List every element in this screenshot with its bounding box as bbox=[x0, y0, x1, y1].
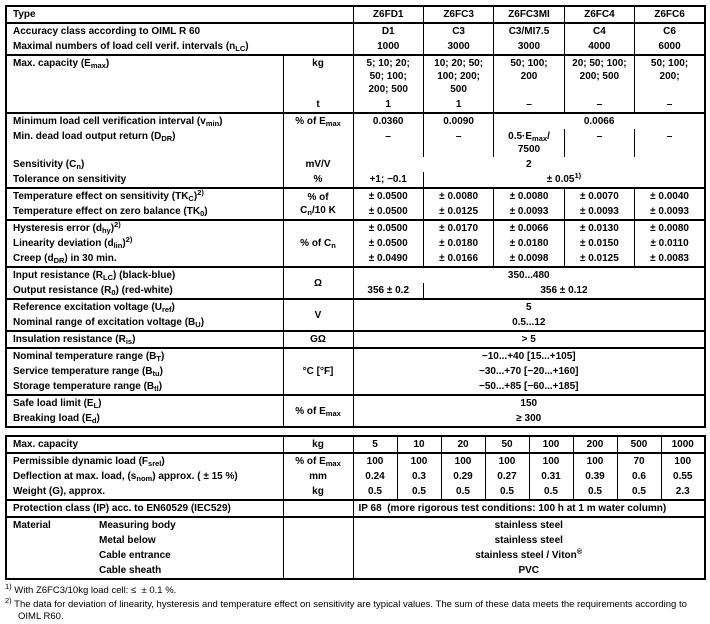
column-header: 200 bbox=[573, 436, 617, 453]
value-cell: 20; 50; 100; 200; 500 bbox=[564, 55, 634, 97]
row-label: Permissible dynamic load $(F_{srel})$ bbox=[6, 453, 283, 469]
material-row-label: Cable sheath bbox=[6, 563, 283, 579]
row-label: Output resistance $(R_0)$ (red-white) bbox=[6, 283, 283, 299]
table-row bbox=[6, 55, 705, 97]
value-cell: ± 0.0080 bbox=[494, 188, 564, 204]
table-row bbox=[6, 331, 705, 348]
column-header: Z6FC3MI bbox=[494, 6, 564, 23]
value-cell: ± 0.0490 bbox=[353, 251, 423, 267]
value-cell: 100 bbox=[529, 453, 573, 469]
value-cell: 100 bbox=[353, 453, 397, 469]
value-cell: 100 bbox=[397, 453, 441, 469]
row-label: Minimum load cell verification interval $(v_{min})$ bbox=[6, 113, 283, 129]
value-cell: ± 0.0110 bbox=[650, 238, 689, 249]
value-cell: > 5 bbox=[353, 331, 705, 348]
column-header: 20 bbox=[441, 436, 485, 453]
value-cell: 356 ± 0.12 bbox=[540, 285, 588, 296]
value-cell: 3000 bbox=[494, 39, 564, 55]
value-cell: ± 0.0093 bbox=[564, 204, 634, 220]
unit-cell: mm bbox=[283, 469, 353, 484]
value-cell: IP 68 (more rigorous test conditions: 100 h at 1 m water column) bbox=[353, 500, 705, 517]
column-header: Z6FC4 bbox=[564, 6, 634, 23]
row-label: Min. dead load output return $(D_{DR})$ bbox=[6, 129, 283, 157]
row-label: Linearity deviation $(d_{lin})^{2)}$ bbox=[6, 236, 283, 251]
value-cell: C6 bbox=[635, 23, 705, 39]
row-label: Temperature effect on zero balance $(TK_0)$ bbox=[6, 204, 283, 220]
value-cell: ± 0.0500 bbox=[353, 204, 423, 220]
table-row bbox=[6, 6, 705, 23]
footnote-2: $^{2)}$ The data for deviation of linearity, hysteresis and temperature effect on sensitivity are typical values. The sum of these data meets the requirements according to OIML R60. bbox=[5, 595, 687, 622]
capacity-spec-table bbox=[5, 435, 706, 580]
value-cell: 0.5 bbox=[441, 484, 485, 500]
value-cell: PVC bbox=[518, 565, 540, 576]
value-cell: 0.6 bbox=[617, 469, 661, 484]
value-cell: ≥ 300 bbox=[516, 413, 542, 424]
value-cell: – bbox=[666, 131, 673, 142]
unit-cell bbox=[283, 517, 353, 533]
row-label: Breaking load $(E_d)$ bbox=[6, 411, 283, 427]
row-label: Maximal numbers of load cell verif. intervals $(n_{LC})$ bbox=[6, 39, 353, 55]
row-label: Safe load limit $(E_L)$ bbox=[6, 395, 283, 411]
value-cell: – bbox=[666, 99, 673, 110]
value-cell: 5 bbox=[353, 299, 705, 315]
value-cell: ± $0.05^{1)}$ bbox=[546, 171, 582, 185]
unit-cell: Ω bbox=[283, 267, 353, 299]
value-cell: 70 bbox=[617, 453, 661, 469]
value-cell: ± 0.0125 bbox=[423, 204, 493, 220]
value-cell: 0.55 bbox=[673, 471, 693, 482]
value-cell: 1000 bbox=[353, 39, 423, 55]
unit-cell: °C [°F] bbox=[283, 348, 353, 395]
table-row bbox=[6, 267, 705, 283]
table-row bbox=[6, 364, 705, 379]
value-cell: $0.5\cdot E_{max}/$ 7500 bbox=[494, 129, 564, 157]
value-cell: 50; 100; 200; bbox=[635, 55, 705, 97]
table-row bbox=[6, 436, 705, 453]
value-cell: – bbox=[423, 129, 493, 157]
row-label: Input resistance $(R_{LC})$ (black-blue) bbox=[6, 267, 283, 283]
row-label: Insulation resistance $(R_{is})$ bbox=[6, 331, 283, 348]
column-header: 500 bbox=[617, 436, 661, 453]
table-row bbox=[6, 283, 705, 299]
unit-cell: % of $C_n$ bbox=[283, 220, 353, 267]
value-cell: 0.5 bbox=[573, 484, 617, 500]
unit-cell: V bbox=[283, 299, 353, 331]
table-row bbox=[6, 251, 705, 267]
value-cell: 100 bbox=[441, 453, 485, 469]
table-row bbox=[6, 548, 705, 563]
table-row bbox=[6, 204, 705, 220]
value-cell: 1 bbox=[423, 97, 493, 113]
value-cell: 0.29 bbox=[441, 469, 485, 484]
value-cell: 0.3 bbox=[397, 469, 441, 484]
column-header: 50 bbox=[485, 436, 529, 453]
table-row bbox=[6, 563, 705, 579]
value-cell: 0.31 bbox=[529, 469, 573, 484]
value-cell: 0.5 bbox=[485, 484, 529, 500]
table-row bbox=[6, 220, 705, 236]
row-label: Protection class (IP) acc. to EN60529 (IEC529) bbox=[6, 500, 283, 517]
table-row bbox=[6, 39, 705, 55]
value-cell: C3/MI7.5 bbox=[494, 23, 564, 39]
table-row bbox=[6, 411, 705, 427]
value-cell: −50...+85 [−60...+185] bbox=[478, 381, 579, 392]
row-label: Hysteresis error $(d_{hy})^{2)}$ bbox=[6, 220, 283, 236]
value-cell: ± 0.0166 bbox=[423, 251, 493, 267]
table-row bbox=[6, 236, 705, 251]
row-label: Sensitivity $(C_n)$ bbox=[6, 157, 283, 172]
unit-cell: % of $E_{max}$ bbox=[283, 453, 353, 469]
row-label: Temperature effect on sensitivity $(TK_C)^{2)}$ bbox=[6, 188, 283, 204]
value-cell: 100 bbox=[485, 453, 529, 469]
table-row bbox=[6, 188, 705, 204]
value-cell: C4 bbox=[564, 23, 634, 39]
unit-cell bbox=[283, 500, 353, 517]
column-header: Z6FC6 bbox=[654, 9, 685, 20]
value-cell: 1 bbox=[353, 97, 423, 113]
value-cell: ± 0.0500 bbox=[353, 188, 423, 204]
table-row bbox=[6, 348, 705, 364]
value-cell: ± 0.0180 bbox=[494, 236, 564, 251]
material-row-label: Metal below bbox=[6, 533, 283, 548]
table-row bbox=[6, 315, 705, 331]
table-row bbox=[6, 484, 705, 500]
value-cell: 3000 bbox=[423, 39, 493, 55]
table-row bbox=[6, 469, 705, 484]
row-label: Reference excitation voltage $(U_{ref})$ bbox=[6, 299, 283, 315]
value-cell: C3 bbox=[423, 23, 493, 39]
value-cell: ± 0.0083 bbox=[650, 253, 689, 264]
value-cell: 0.5 bbox=[397, 484, 441, 500]
unit-cell: kg bbox=[283, 484, 353, 500]
unit-cell: % of $C_n/10$ K bbox=[283, 188, 353, 220]
value-cell: stainless steel / Viton® bbox=[475, 547, 583, 561]
value-cell: D1 bbox=[353, 23, 423, 39]
unit-cell bbox=[283, 548, 353, 563]
value-cell: – bbox=[494, 97, 564, 113]
column-header: 1000 bbox=[671, 439, 694, 450]
table-row bbox=[6, 23, 705, 39]
table-row bbox=[6, 113, 705, 129]
column-header: 10 bbox=[397, 436, 441, 453]
footnotes-block bbox=[5, 582, 706, 624]
value-cell: 100 bbox=[661, 453, 705, 469]
value-cell: 0.0360 bbox=[353, 113, 423, 129]
value-cell: ± 0.0170 bbox=[423, 220, 493, 236]
unit-cell: % bbox=[283, 172, 353, 188]
value-cell: stainless steel bbox=[353, 517, 705, 533]
value-cell: – bbox=[353, 129, 423, 157]
unit-cell bbox=[283, 563, 353, 579]
value-cell: ± 0.0500 bbox=[353, 220, 423, 236]
table-row bbox=[6, 395, 705, 411]
value-cell: 6000 bbox=[658, 41, 681, 52]
unit-cell bbox=[283, 129, 353, 157]
value-cell: ± 0.0070 bbox=[564, 188, 634, 204]
value-cell: ± 0.0150 bbox=[564, 236, 634, 251]
row-label: Accuracy class according to OIML R 60 bbox=[6, 23, 353, 39]
unit-cell: % of $E_{max}$ bbox=[283, 113, 353, 129]
value-cell: stainless steel bbox=[494, 535, 563, 546]
value-cell: 2 bbox=[525, 159, 532, 170]
value-cell: ± 0.0093 bbox=[494, 204, 564, 220]
unit-cell: % of $E_{max}$ bbox=[283, 395, 353, 427]
capacity-table-body bbox=[6, 436, 705, 579]
value-cell: 0.24 bbox=[353, 469, 397, 484]
material-row-label: Cable entrance bbox=[6, 548, 283, 563]
unit-cell: mV/V bbox=[283, 157, 353, 172]
value-cell: 0.5 bbox=[529, 484, 573, 500]
value-cell: 0.0090 bbox=[423, 113, 493, 129]
column-header: Z6FC3 bbox=[423, 6, 493, 23]
spec-table-body bbox=[6, 6, 705, 427]
table-row bbox=[6, 517, 705, 533]
material-row-label: Material Measuring body bbox=[6, 517, 283, 533]
value-cell: 100 bbox=[573, 453, 617, 469]
value-cell: – bbox=[564, 129, 634, 157]
value-cell: 0.27 bbox=[485, 469, 529, 484]
value-cell: – bbox=[564, 97, 634, 113]
value-cell: 0.5 bbox=[353, 484, 397, 500]
table-row bbox=[6, 157, 705, 172]
unit-cell bbox=[283, 533, 353, 548]
value-cell: 0.0066 bbox=[494, 113, 705, 129]
row-label: Weight (G), approx. bbox=[6, 484, 283, 500]
row-label: Max. capacity $(E_{max})$ bbox=[6, 55, 283, 113]
row-label: Tolerance on sensitivity bbox=[6, 172, 283, 188]
unit-cell: t bbox=[283, 97, 353, 113]
row-label: Storage temperature range $(B_{tl})$ bbox=[6, 379, 283, 395]
table-row bbox=[6, 500, 705, 517]
value-cell: 4000 bbox=[564, 39, 634, 55]
unit-cell: kg bbox=[283, 55, 353, 97]
load-cell-spec-table bbox=[5, 5, 706, 428]
value-cell: ± 0.0080 bbox=[423, 188, 493, 204]
value-cell: 150 bbox=[353, 395, 705, 411]
value-cell: ± 0.0093 bbox=[650, 206, 689, 217]
column-header: Z6FD1 bbox=[353, 6, 423, 23]
table-row bbox=[6, 129, 705, 157]
value-cell: 10; 20; 50; 100; 200; 500 bbox=[423, 55, 493, 97]
type-header-label: Type bbox=[6, 6, 353, 23]
row-label: Max. capacity bbox=[6, 436, 283, 453]
value-cell: ± 0.0098 bbox=[494, 251, 564, 267]
value-cell: ± 0.0180 bbox=[423, 236, 493, 251]
value-cell: +1; −0.1 bbox=[353, 172, 423, 188]
value-cell: 2.3 bbox=[675, 486, 690, 497]
value-cell: 0.5...12 bbox=[512, 317, 546, 328]
value-cell: ± 0.0066 bbox=[494, 220, 564, 236]
value-cell: ± 0.0500 bbox=[353, 236, 423, 251]
value-cell: 0.5 bbox=[617, 484, 661, 500]
unit-cell: GΩ bbox=[283, 331, 353, 348]
value-cell: 50; 100; 200 bbox=[494, 55, 564, 97]
unit-cell: kg bbox=[283, 436, 353, 453]
table-row bbox=[6, 379, 705, 395]
table-row bbox=[6, 299, 705, 315]
column-header: 100 bbox=[529, 436, 573, 453]
footnote-1: $^{1)}$ With Z6FC3/10kg load cell: ≤ ± 0.1 %. bbox=[5, 582, 177, 596]
row-label: Nominal temperature range $(B_T)$ bbox=[6, 348, 283, 364]
column-header: 5 bbox=[353, 436, 397, 453]
table-row bbox=[6, 533, 705, 548]
table-row bbox=[6, 453, 705, 469]
table-row bbox=[6, 172, 705, 188]
value-cell: ± 0.0080 bbox=[635, 220, 705, 236]
value-cell: −10...+40 [15...+105] bbox=[353, 348, 705, 364]
value-cell: ± 0.0130 bbox=[564, 220, 634, 236]
value-cell: ± 0.0040 bbox=[635, 188, 705, 204]
row-label: Creep $(d_{DR})$ in 30 min. bbox=[6, 251, 283, 267]
row-label: Service temperature range $(B_{tu})$ bbox=[6, 364, 283, 379]
value-cell: 0.39 bbox=[573, 469, 617, 484]
value-cell: 5; 10; 20; 50; 100; 200; 500 bbox=[353, 55, 423, 97]
row-label: Deflection at max. load, $(s_{nom})$ approx. ( ± 15 %) bbox=[6, 469, 283, 484]
value-cell: 356 ± 0.2 bbox=[353, 283, 423, 299]
value-cell: −30...+70 [−20...+160] bbox=[478, 366, 579, 377]
value-cell: ± 0.0125 bbox=[564, 251, 634, 267]
row-label: Nominal range of excitation voltage $(B_U)$ bbox=[6, 315, 283, 331]
value-cell: 350...480 bbox=[353, 267, 705, 283]
